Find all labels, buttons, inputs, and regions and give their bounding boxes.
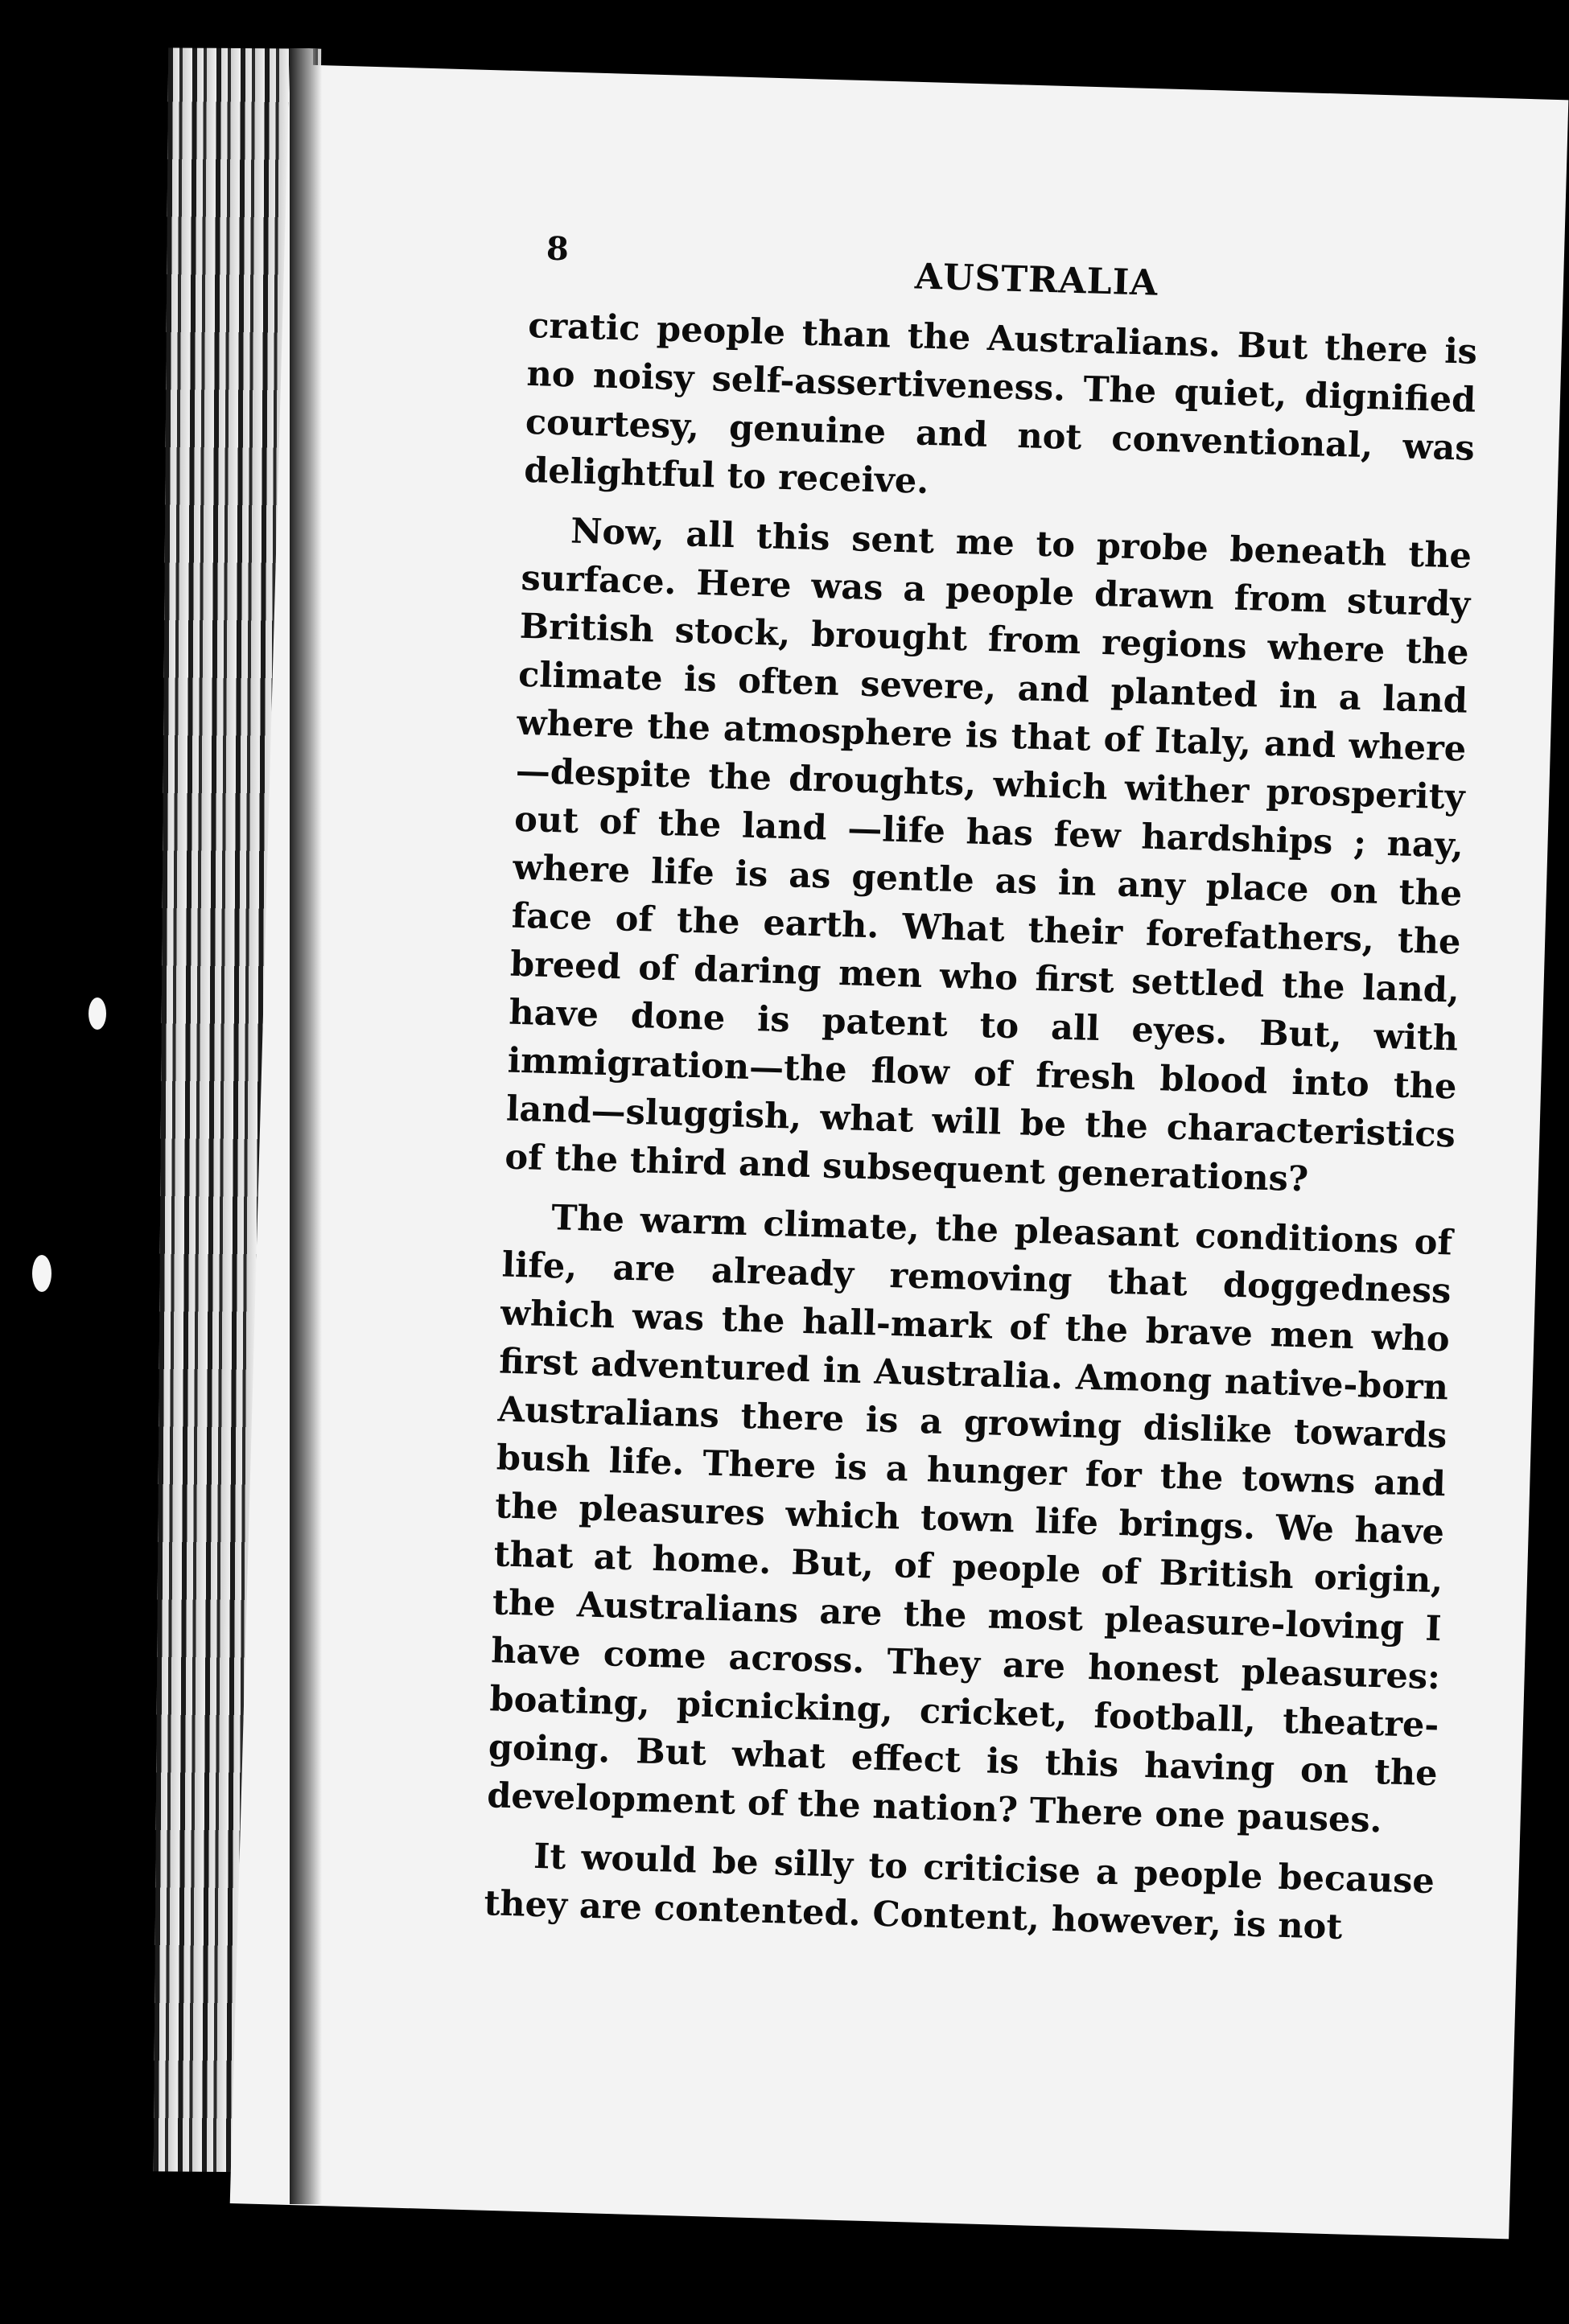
page-content: [484, 221, 1480, 1954]
running-head-title: AUSTRALIA: [914, 256, 1159, 304]
scan-artifact: [32, 1255, 51, 1292]
paragraph: The warm climate, the pleasant conditions of life, are already removing that doggedness which was the hall-mark of the brave men who first adventured in Australia. Among native-born Australians there is a growing dislike towards bush life. There is a hunger for the towns and the pleasures which town life brings. We have that at home. But, of people of British origin, the Australians are the most pleasure-loving I have come across. They are honest pleasures: boating, picnicking, cricket, football, theatre-going. But what effect is this having on the development of the nation? There one pauses.: [486, 1198, 1453, 1841]
paragraph: Now, all this sent me to probe beneath the surface. Here was a people drawn from sturdy British stock, brought from regions where the climate is often severe, and planted in a land where the atmosphere is that of Italy, and where—despite the droughts, which wither prosperity out of the land —life has few hardships ; nay, where life is as gentle as in any place on the face of the earth. What their forefathers, the breed of daring men who first settled the land, have done is patent to all eyes. But, with immigration—the flow of fresh blood into the land—sluggish, what will be the characteristics of the third and subsequent generations?: [504, 511, 1472, 1200]
scan-artifact: [89, 997, 106, 1030]
body-text: [484, 302, 1478, 1954]
paragraph: It would be silly to criticise a people because they are contented. Content, however, is not: [483, 1836, 1435, 1948]
page-number: 8: [546, 229, 570, 269]
paragraph: cratic people than the Australians. But there is no noisy self-assertiveness. The quiet, dignified courtesy, genuine and not conventional, was delightful to receive.: [523, 305, 1478, 502]
spine-shadow: [290, 48, 322, 2204]
